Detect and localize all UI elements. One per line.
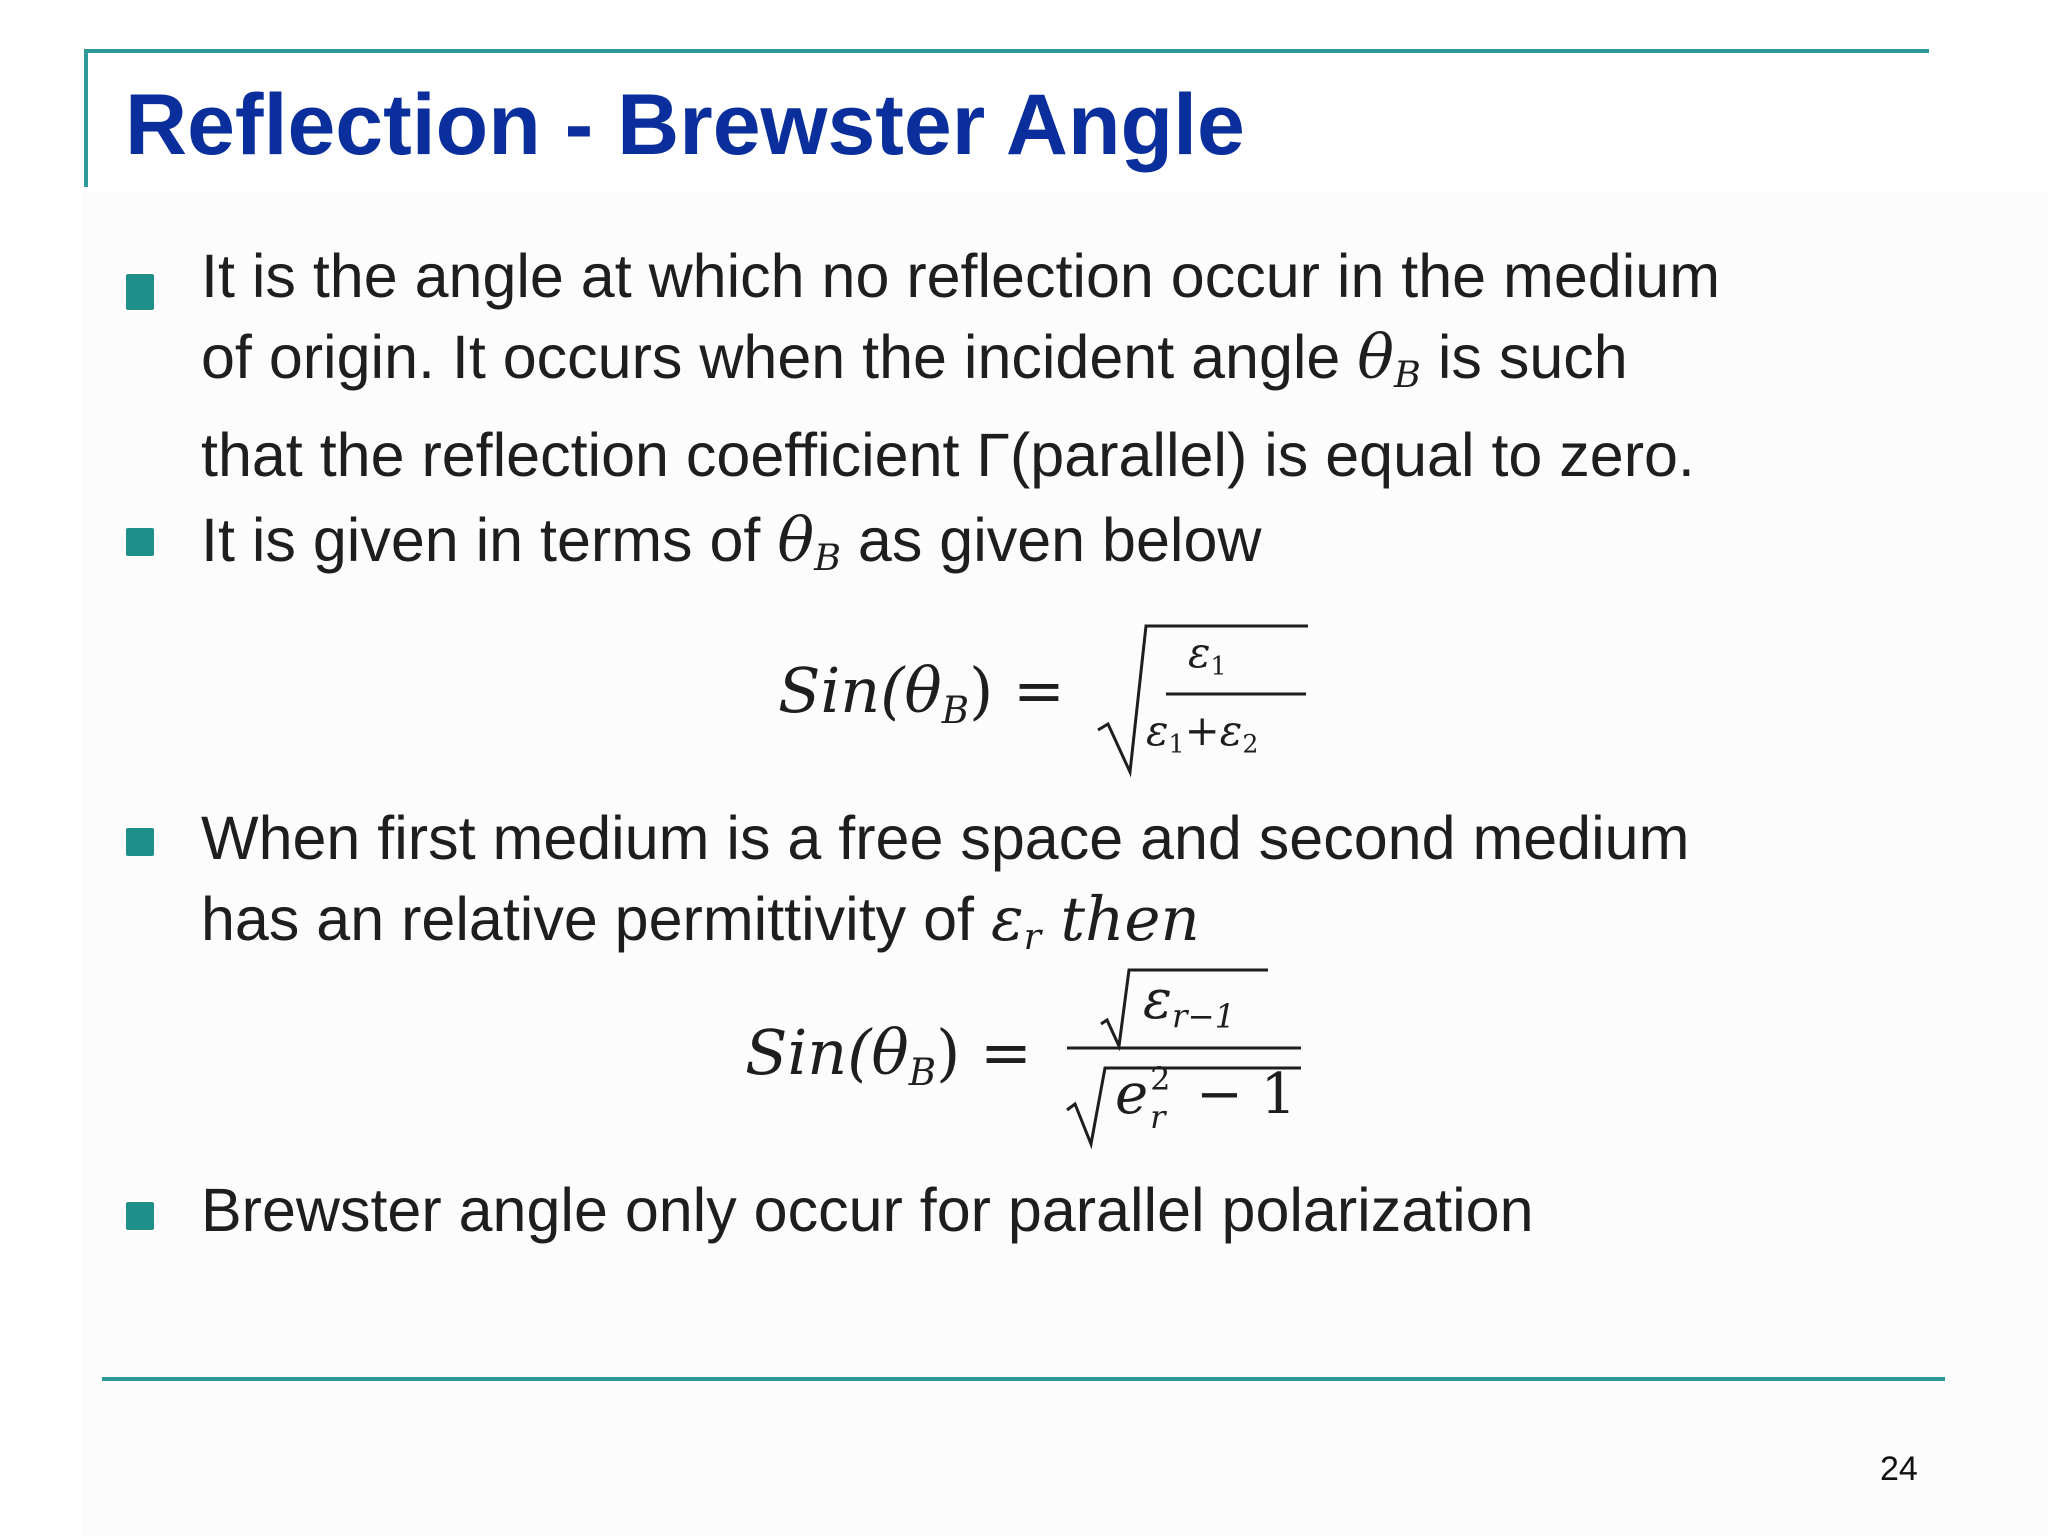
footer-rule — [102, 1377, 1945, 1381]
bullet-marker-1 — [126, 274, 154, 310]
equation-1-lhs: $Sin(\theta_B)$ = — [778, 654, 1065, 733]
bullet-1-line-1: It is the angle at which no reflection occur in the medium — [201, 242, 1721, 310]
equation-2-lhs: $Sin(\theta_B)$ = — [745, 1016, 1032, 1095]
bullet-4-text: Brewster angle only occur for parallel polarization — [201, 1176, 1534, 1244]
theta-b-symbol: $\theta_B$ — [777, 505, 841, 580]
equation-1-numerator: $\varepsilon_1$ — [1188, 628, 1227, 681]
bullet-3-line-2: has an relative permittivity of $\varepsilon_r$ then — [201, 884, 1200, 959]
page-number: 24 — [1880, 1450, 1918, 1488]
bullet-marker-3 — [126, 828, 154, 856]
bullet-1-text — [201, 236, 1720, 496]
bullet-2-text: It is given in terms of $\theta_B$ as given below — [201, 505, 1262, 580]
equation-2-denominator: e 2 r − 1 — [1115, 1060, 1297, 1136]
epsilon-r-symbol: $\varepsilon_r$ then — [990, 884, 1200, 959]
slide-title: Reflection - Brewster Angle — [125, 77, 1245, 173]
equation-1-denominator: $\varepsilon_1+\varepsilon_2$ — [1146, 706, 1259, 759]
bullet-3-text — [201, 798, 1689, 977]
bullet-1-line-3: that the reflection coefficient Γ(parallel) is equal to zero. — [201, 421, 1695, 490]
bullet-3-line-1: When first medium is a free space and second medium — [201, 804, 1690, 872]
equation-brewster-free-space — [745, 962, 1305, 1152]
equation-brewster-general — [778, 620, 1298, 780]
title-left-rule — [84, 49, 88, 187]
bullet-marker-4 — [126, 1202, 154, 1230]
theta-b-symbol: $\theta_B$ — [1357, 322, 1421, 397]
bullet-1-line-2: of origin. It occurs when the incident angle $\theta_B$ is such — [201, 322, 1628, 397]
title-top-rule — [84, 49, 1929, 53]
bullet-marker-2 — [126, 528, 154, 556]
equation-2-numerator: $\varepsilon_{r-1}$ — [1143, 968, 1236, 1036]
